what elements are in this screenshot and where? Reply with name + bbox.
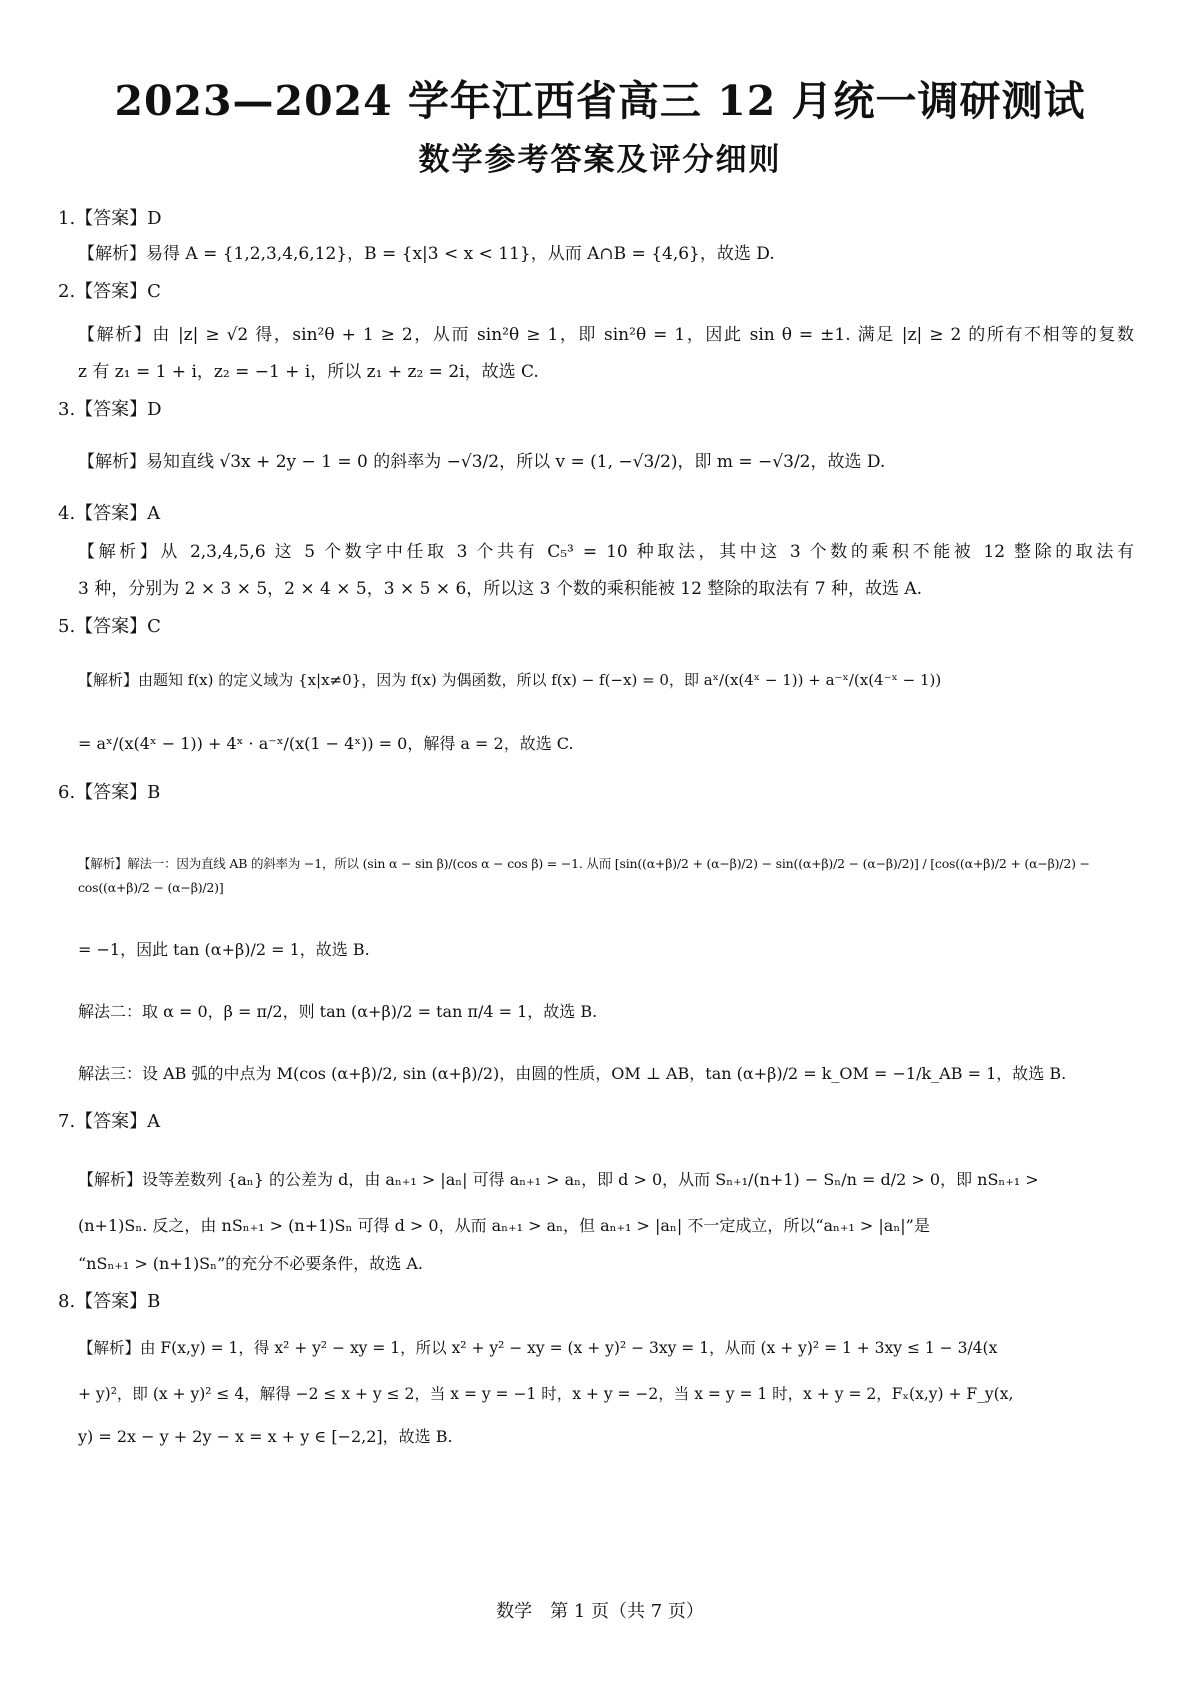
explanation-7-line-2: (n+1)Sₙ. 反之，由 nSₙ₊₁ > (n+1)Sₙ 可得 d > 0，从而 aₙ₊₁ > aₙ，但 aₙ₊₁ > |aₙ| 不一定成立，所以“aₙ₊₁ > |aₙ|”是 [78,1216,930,1235]
explanation-2-line-1: 【解析】由 |z| ≥ √2 得，sin²θ + 1 ≥ 2，从而 sin²θ ≥ 1，即 sin²θ = 1，因此 sin θ = ±1. 满足 |z| ≥ 2 的所有不相等的复数 [78,325,1134,345]
explanation-8-line-3: y) = 2x − y + 2y − x = x + y ∈ [−2,2]，故选 B. [78,1427,453,1446]
explanation-2-line-2: z 有 z₁ = 1 + i，z₂ = −1 + i，所以 z₁ + z₂ = 2i，故选 C. [78,362,539,382]
explanation-7-line-1: 【解析】设等差数列 {aₙ} 的公差为 d，由 aₙ₊₁ > |aₙ| 可得 aₙ₊₁ > aₙ，即 d > 0，从而 Sₙ₊₁/(n+1) − Sₙ/n = d/2 > 0，即 nSₙ₊₁ > [78,1170,1039,1189]
explanation-5-line-1: 【解析】由题知 f(x) 的定义域为 {x|x≠0}，因为 f(x) 为偶函数，所以 f(x) − f(−x) = 0，即 aˣ/(x(4ˣ − 1)) + a⁻ˣ/(x(4⁻ˣ − 1)) [78,671,942,689]
explanation-4-line-2: 3 种，分别为 2 × 3 × 5，2 × 4 × 5，3 × 5 × 6，所以这 3 个数的乘积能被 12 整除的取法有 7 种，故选 A. [78,579,923,599]
explanation-5-line-2: = aˣ/(x(4ˣ − 1)) + 4ˣ · a⁻ˣ/(x(1 − 4ˣ)) = 0，解得 a = 2，故选 C. [78,734,574,753]
answer-label-4: 4.【答案】A [58,503,161,524]
answer-label-2: 2.【答案】C [58,281,161,302]
answer-label-8: 8.【答案】B [58,1291,161,1312]
answer-label-1: 1.【答案】D [58,208,162,229]
explanation-8-line-2: + y)²，即 (x + y)² ≤ 4，解得 −2 ≤ x + y ≤ 2，当 x = y = −1 时，x + y = −2，当 x = y = 1 时，x + y = 2，Fₓ(x,y) + F_y(x, [78,1385,1014,1403]
explanation-8-line-1: 【解析】由 F(x,y) = 1，得 x² + y² − xy = 1，所以 x² + y² − xy = (x + y)² − 3xy = 1，从而 (x + y)² = 1 + 3xy ≤ 1 − 3/4(x [78,1339,998,1357]
page-footer: 数学 第 1 页（共 7 页） [496,1601,704,1622]
answer-label-7: 7.【答案】A [58,1111,161,1132]
page-subtitle: 数学参考答案及评分细则 [418,142,782,178]
explanation-6-line-4: 解法三：设 AB 弧的中点为 M(cos (α+β)/2, sin (α+β)/2)，由圆的性质，OM ⊥ AB，tan (α+β)/2 = k_OM = −1/k_AB = 1，故选 B. [78,1064,1067,1083]
explanation-1-line-1: 【解析】易得 A = {1,2,3,4,6,12}，B = {x|3 < x < 11}，从而 A∩B = {4,6}，故选 D. [78,244,775,264]
answer-label-3: 3.【答案】D [58,399,162,420]
page-title: 2023—2024 学年江西省高三 12 月统一调研测试 [114,77,1086,125]
explanation-4-line-1: 【解析】从 2,3,4,5,6 这 5 个数字中任取 3 个共有 C₅³ = 10 种取法，其中这 3 个数的乘积不能被 12 整除的取法有 [78,542,1134,562]
explanation-6-line-2: = −1，因此 tan (α+β)/2 = 1，故选 B. [78,940,370,959]
answer-label-5: 5.【答案】C [58,616,161,637]
explanation-7-line-3: “nSₙ₊₁ > (n+1)Sₙ”的充分不必要条件，故选 A. [78,1254,423,1273]
explanation-6-line-1: 【解析】解法一：因为直线 AB 的斜率为 −1，所以 (sin α − sin β)/(cos α − cos β) = −1. 从而 [sin((α+β)/2 + (α−β)/2) − sin((α+β)/2 − (α−β)/2)] / [cos((α+β)/2 + (α−β)/2) − cos((α+β)/2 − (α−β)/2)] [78,856,1090,895]
answer-label-6: 6.【答案】B [58,782,161,803]
explanation-6-line-3: 解法二：取 α = 0，β = π/2，则 tan (α+β)/2 = tan π/4 = 1，故选 B. [78,1002,598,1021]
explanation-3-line-1: 【解析】易知直线 √3x + 2y − 1 = 0 的斜率为 −√3/2，所以 v = (1, −√3/2)，即 m = −√3/2，故选 D. [78,452,886,472]
